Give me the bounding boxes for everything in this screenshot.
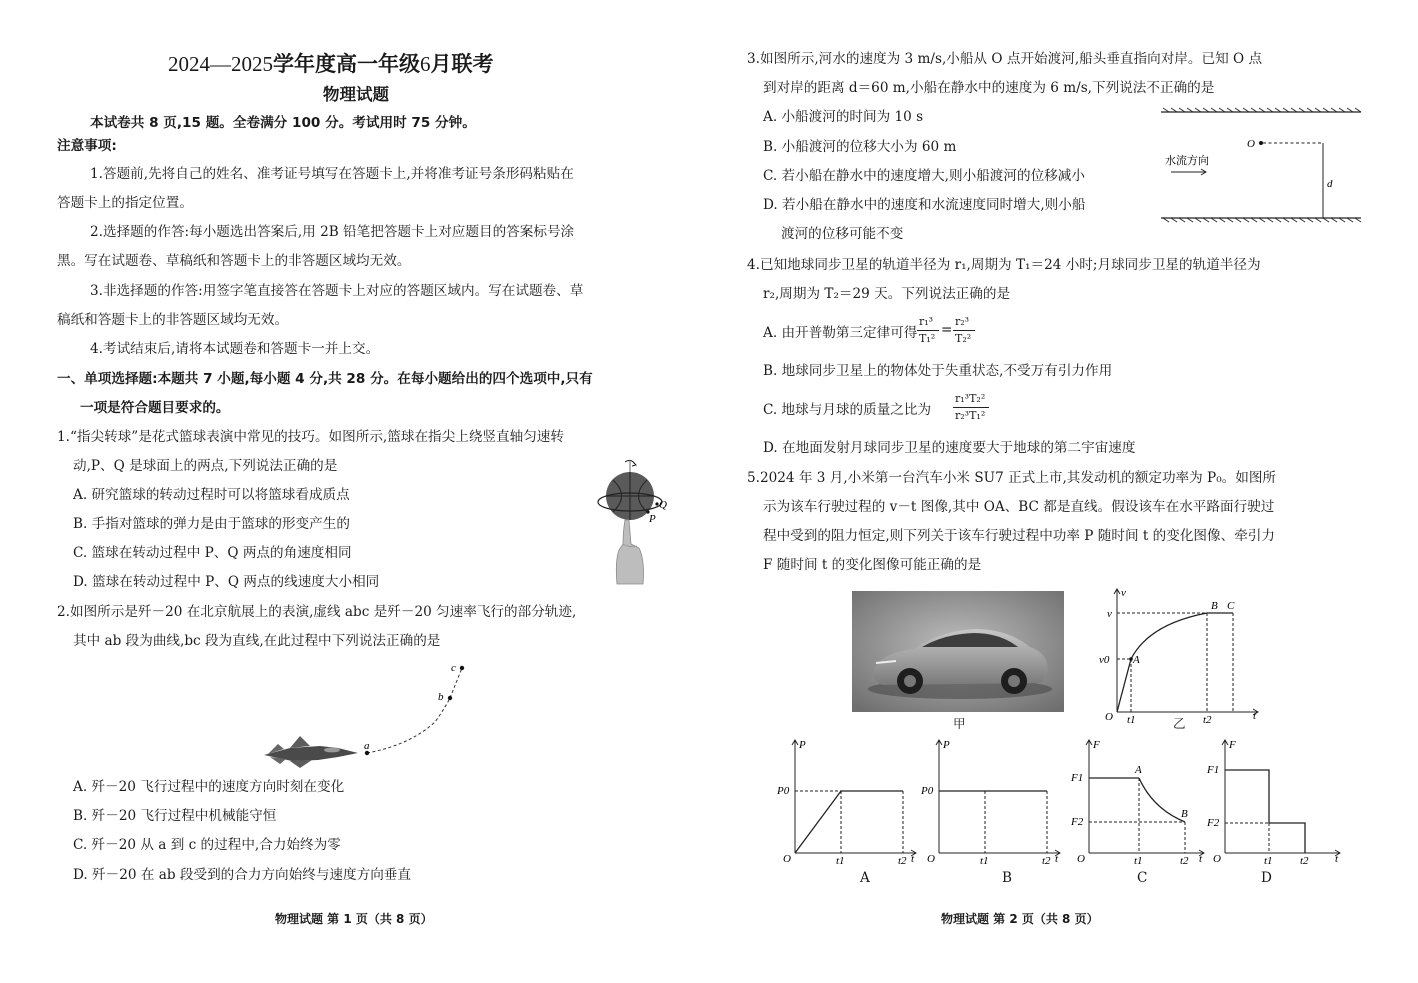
q3-option-b: B. 小船渡河的位移大小为 60 m (763, 139, 957, 155)
q5-stem-cont: 程中受到的阻力恒定,则下列关于该车行驶过程中功率 P 随时间 t 的变化图像、牵引力 (763, 528, 1275, 544)
option-d-label: D (1261, 870, 1272, 886)
option-c-point-b: B (1181, 808, 1188, 820)
q4-stem-cont: r₂,周期为 T₂＝29 天。下列说法正确的是 (763, 286, 1011, 302)
option-c-origin: O (1077, 853, 1085, 865)
notice-line: 1.答题前,先将自己的姓名、准考证号填写在答题卡上,并将准考证号条形码粘贴在 (90, 166, 574, 182)
option-b-t1: t1 (980, 855, 989, 867)
fraction-bar (953, 407, 989, 408)
q3-option-d-cont: 渡河的位移可能不变 (781, 226, 904, 242)
jet-trajectory-figure (260, 660, 480, 770)
option-a-t1: t1 (836, 855, 845, 867)
section-heading: 一、单项选择题:本题共 7 小题,每小题 4 分,共 28 分。在每小题给出的四个选项中,只有 (57, 371, 593, 387)
section-heading-cont: 一项是符合题目要求的。 (80, 400, 230, 416)
q4-a-frac1-den: T₁² (919, 332, 936, 345)
river-figure (1161, 108, 1361, 226)
vt-graph (1099, 586, 1265, 730)
notice-line: 3.非选择题的作答:用签字笔直接答在答题卡上对应的答题区域内。写在试题卷、草 (90, 283, 584, 299)
q4-c-frac-num: r₁³T₂² (955, 392, 986, 405)
option-b-t2: t2 (1042, 855, 1051, 867)
option-d-t1: t1 (1264, 855, 1273, 867)
exam-title: 2024—2025学年度高一年级6月联考 (168, 52, 494, 76)
option-c-point-a: A (1135, 764, 1142, 776)
vt-axis-v: v (1121, 587, 1126, 599)
vt-point-b: B (1211, 600, 1218, 612)
q4-a-frac1-num: r₁³ (919, 315, 934, 328)
q4-a-frac2-num: r₂³ (955, 315, 970, 328)
option-b-taxis: t (1055, 853, 1059, 865)
option-a-taxis: t (911, 853, 915, 865)
vt-point-a: A (1133, 654, 1140, 666)
q4-stem: 4.已知地球同步卫星的轨道半径为 r₁,周期为 T₁＝24 小时;月球同步卫星的轨道半径为 (747, 257, 1261, 273)
q2-option-d: D. 歼－20 在 ab 段受到的合力方向始终与速度方向垂直 (73, 867, 411, 883)
figure-caption-jia: 甲 (953, 716, 966, 731)
page-footer: 物理试题 第 1 页（共 8 页） (275, 912, 433, 926)
q1-option-c: C. 篮球在转动过程中 P、Q 两点的角速度相同 (73, 545, 352, 561)
vt-t2: t2 (1203, 714, 1212, 726)
q5-stem-cont: F 随时间 t 的变化图像可能正确的是 (763, 557, 982, 573)
q3-option-d: D. 若小船在静水中的速度和水流速度同时增大,则小船 (763, 197, 1086, 213)
option-b-yaxis: P (943, 739, 950, 751)
option-b-origin: O (927, 853, 935, 865)
option-c-curve (1139, 778, 1185, 822)
option-a-origin: O (783, 853, 791, 865)
jet-icon (264, 736, 358, 768)
notice-line: 黑。写在试题卷、草稿纸和答题卡上的非答题区域均无效。 (57, 253, 411, 269)
option-a-t2: t2 (898, 855, 907, 867)
option-d-origin: O (1213, 853, 1221, 865)
q2-label-a: a (364, 740, 370, 752)
q3-stem: 3.如图所示,河水的速度为 3 m/s,小船从 O 点开始渡河,船头垂直指向对岸。已知 O 点 (747, 51, 1263, 67)
q1-option-a: A. 研究篮球的转动过程时可以将篮球看成质点 (73, 487, 350, 503)
option-c-t1: t1 (1134, 855, 1143, 867)
figure-caption-yi: 乙 (1173, 716, 1186, 731)
option-d-yaxis: F (1229, 739, 1236, 751)
q4-a-frac2-den: T₂² (955, 332, 972, 345)
vt-curve-oa (1117, 659, 1131, 712)
q2-label-b: b (438, 691, 444, 703)
option-d-t2: t2 (1300, 855, 1309, 867)
q2-option-b: B. 歼－20 飞行过程中机械能守恒 (73, 808, 277, 824)
q4-option-b: B. 地球同步卫星上的物体处于失重状态,不受万有引力作用 (763, 363, 1113, 379)
option-c-yaxis: F (1093, 739, 1100, 751)
q5-stem-cont: 示为该车行驶过程的 v－t 图像,其中 OA、BC 都是直线。假设该车在水平路面行驶过 (763, 499, 1275, 515)
option-d-graph (1209, 737, 1345, 869)
q4-option-c: C. 地球与月球的质量之比为 (763, 402, 932, 418)
q2-option-a: A. 歼－20 飞行过程中的速度方向时刻在变化 (73, 779, 345, 795)
notice-line: 2.选择题的作答:每小题选出答案后,用 2B 铅笔把答题卡上对应题目的答案标号涂 (90, 224, 575, 240)
option-d-taxis: t (1335, 853, 1339, 865)
option-c-taxis: t (1199, 853, 1203, 865)
option-b-graph (923, 737, 1063, 869)
q4-c-frac-den: r₂³T₁² (955, 409, 986, 422)
option-c-t2: t2 (1180, 855, 1189, 867)
option-a-label: A (860, 870, 870, 886)
option-c-label: C (1137, 870, 1148, 886)
option-b-label: B (1002, 870, 1012, 886)
q3-label-o: O (1247, 138, 1255, 150)
vt-point-c: C (1227, 600, 1235, 612)
q2-stem-cont: 其中 ab 段为曲线,bc 段为直线,在此过程中下列说法正确的是 (73, 633, 441, 649)
exam-intro: 本试卷共 8 页,15 题。全卷满分 100 分。考试用时 75 分钟。 (90, 115, 476, 131)
q2-stem: 2.如图所示是歼－20 在北京航展上的表演,虚线 abc 是歼－20 匀速率飞行的部分轨迹, (57, 604, 577, 620)
vt-curve-ab (1131, 613, 1207, 659)
q5-stem: 5.2024 年 3 月,小米第一台汽车小米 SU7 正式上市,其发动机的额定功率为 P₀。如图所 (747, 470, 1277, 486)
q2-label-c: c (451, 662, 456, 674)
exam-page-2 (709, 0, 1418, 983)
option-c-f2: F2 (1071, 816, 1084, 828)
basketball-figure (595, 458, 675, 586)
q3-option-a: A. 小船渡河的时间为 10 s (763, 109, 924, 125)
option-a-graph (779, 737, 919, 869)
notice-line: 答题卡上的指定位置。 (57, 195, 193, 211)
vt-axis-t: t (1253, 710, 1257, 722)
page-footer: 物理试题 第 2 页（共 8 页） (941, 912, 1099, 926)
q1-option-d: D. 篮球在转动过程中 P、Q 两点的线速度大小相同 (73, 574, 380, 590)
q3-label-d: d (1327, 178, 1333, 190)
option-d-f1: F1 (1207, 764, 1220, 776)
notice-heading: 注意事项: (57, 138, 117, 154)
notice-line: 4.考试结束后,请将本试题卷和答题卡一并上交。 (90, 341, 380, 357)
option-c-graph (1073, 737, 1209, 869)
option-d-curve (1225, 770, 1305, 853)
q3-option-c: C. 若小船在静水中的速度增大,则小船渡河的位移减小 (763, 168, 1085, 184)
exam-subtitle: 物理试题 (323, 85, 389, 104)
notice-line: 稿纸和答题卡上的非答题区域均无效。 (57, 312, 289, 328)
option-a-curve (795, 791, 903, 853)
q3-stem-cont: 到对岸的距离 d＝60 m,小船在静水中的速度为 6 m/s,下列说法不正确的是 (763, 80, 1215, 96)
vt-vmax: v (1107, 608, 1112, 620)
fraction-bar (953, 330, 975, 331)
q4-option-a: A. 由开普勒第三定律可得 (763, 325, 918, 341)
fraction-bar (917, 330, 939, 331)
q2-option-c: C. 歼－20 从 a 到 c 的过程中,合力始终为零 (73, 837, 341, 853)
vt-t1: t1 (1127, 714, 1136, 726)
option-c-f1: F1 (1071, 772, 1084, 784)
q3-label-flow: 水流方向 (1165, 155, 1209, 167)
q4-option-d: D. 在地面发射月球同步卫星的速度要大于地球的第二宇宙速度 (763, 440, 1136, 456)
q1-label-p: P (649, 513, 656, 525)
vt-v0: v0 (1099, 654, 1110, 666)
option-a-p0: P0 (777, 785, 790, 797)
car-photo (852, 591, 1064, 712)
option-d-f2: F2 (1207, 817, 1220, 829)
q1-option-b: B. 手指对篮球的弹力是由于篮球的形变产生的 (73, 516, 350, 532)
option-b-p0: P0 (921, 785, 934, 797)
q1-stem-cont: 动,P、Q 是球面上的两点,下列说法正确的是 (73, 458, 338, 474)
option-a-yaxis: P (799, 739, 806, 751)
q4-a-equals: = (941, 322, 953, 338)
q1-label-q: Q (659, 499, 667, 511)
q1-stem: 1.“指尖转球”是花式篮球表演中常见的技巧。如图所示,篮球在指尖上绕竖直轴匀速转 (57, 429, 564, 445)
vt-origin: O (1105, 711, 1113, 723)
